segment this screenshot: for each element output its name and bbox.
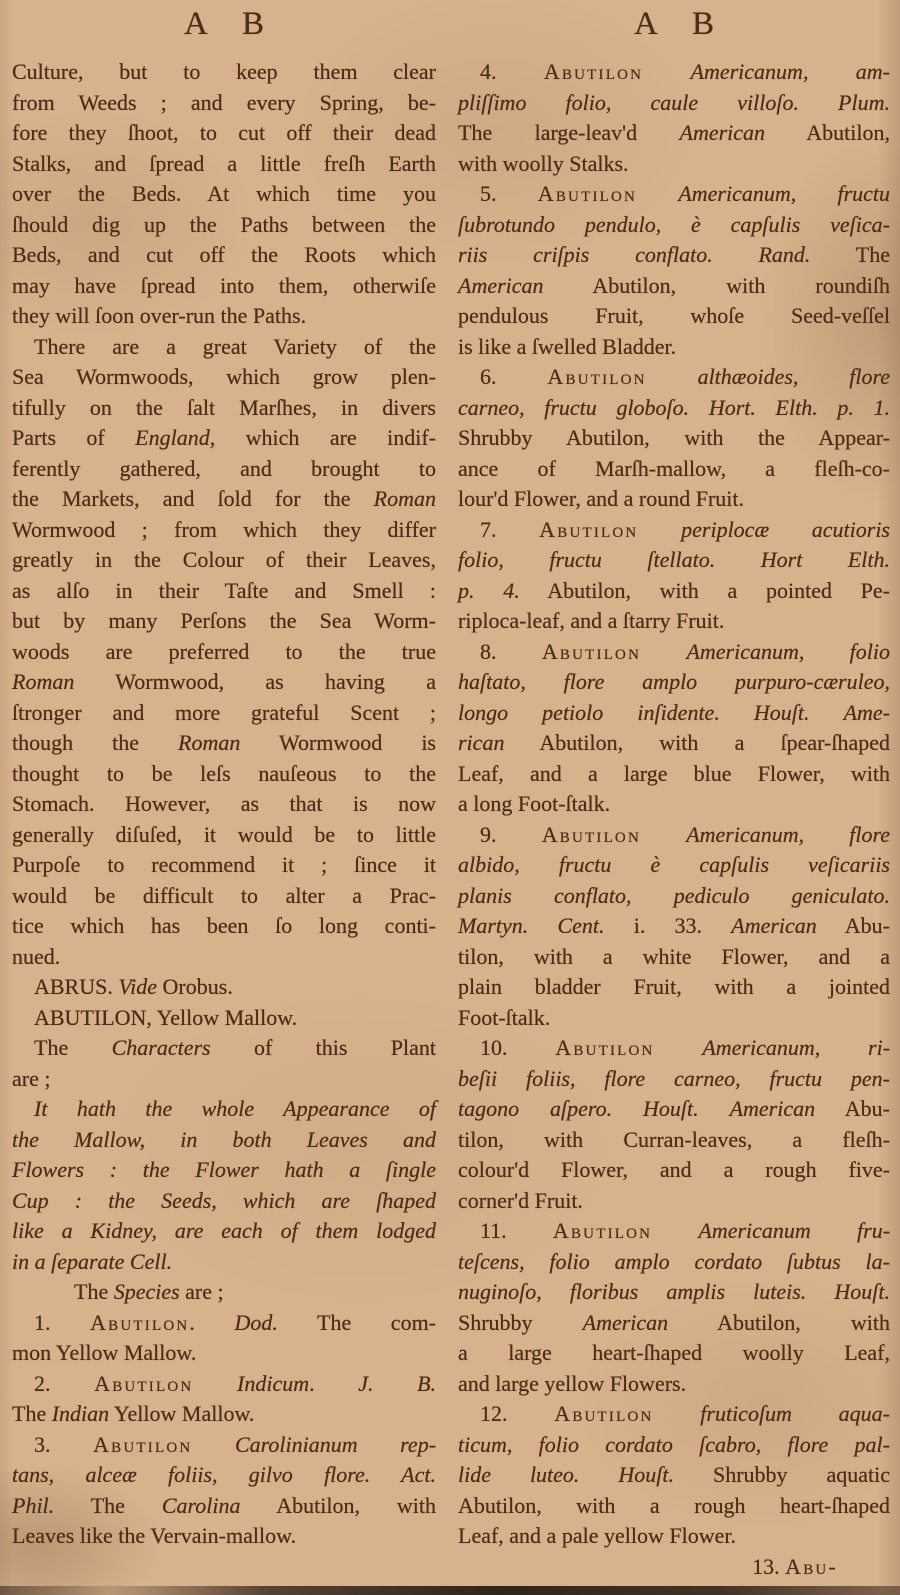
roman-text: , which are indif- bbox=[209, 425, 436, 450]
text-line bbox=[458, 1460, 890, 1491]
roman-text bbox=[643, 59, 690, 84]
italic-text: Roman bbox=[373, 486, 436, 511]
small-caps-text: Abutilon bbox=[541, 821, 641, 847]
scan-edge-shadow bbox=[0, 1586, 900, 1595]
text-line bbox=[12, 1186, 436, 1217]
text-line bbox=[458, 454, 890, 485]
roman-text: 1. bbox=[34, 1309, 91, 1335]
text-line bbox=[458, 1552, 890, 1583]
italic-text: pliſſimo folio, caule villoſo. Plum. bbox=[458, 89, 890, 115]
text-line bbox=[12, 1308, 436, 1339]
roman-text: Abu- bbox=[815, 1096, 890, 1121]
small-caps-text: Abutilon bbox=[541, 638, 642, 664]
text-line bbox=[458, 789, 890, 820]
roman-text: riploca-leaf, and a ſtarry Fruit. bbox=[458, 608, 725, 633]
roman-text: Abu- bbox=[816, 913, 890, 938]
text-line bbox=[458, 1125, 890, 1156]
italic-text: Americanum fru- bbox=[698, 1218, 891, 1243]
roman-text: may have ſpread into them, otherwiſe bbox=[12, 272, 436, 298]
roman-text: a long Foot-ſtalk. bbox=[458, 791, 611, 816]
roman-text: are ; bbox=[179, 1279, 224, 1304]
text-line bbox=[458, 1186, 890, 1217]
text-line bbox=[12, 1369, 436, 1400]
roman-text: nued. bbox=[12, 943, 61, 969]
text-line bbox=[12, 362, 436, 393]
text-line bbox=[458, 545, 890, 576]
italic-text: ticum, folio cordato ſcabro, flore pal- bbox=[458, 1431, 890, 1457]
text-line bbox=[12, 1491, 436, 1522]
italic-text: American bbox=[679, 120, 766, 145]
italic-text: Dod. bbox=[234, 1309, 278, 1335]
roman-text bbox=[638, 517, 681, 542]
italic-text: Roman bbox=[178, 730, 241, 755]
italic-text: nuginoſo, floribus amplis luteis. Houſt. bbox=[458, 1279, 890, 1304]
text-line bbox=[12, 1430, 436, 1461]
italic-text: Indian bbox=[51, 1401, 110, 1426]
italic-text: American bbox=[731, 913, 817, 938]
text-line bbox=[12, 332, 436, 363]
roman-text bbox=[641, 822, 686, 847]
roman-text: Culture, but to keep them clear bbox=[12, 59, 436, 84]
italic-text: periplocæ acutioris bbox=[681, 516, 890, 542]
roman-text: though the bbox=[12, 730, 179, 755]
text-line bbox=[458, 179, 890, 210]
roman-text: and large yellow Flowers. bbox=[458, 1370, 687, 1396]
text-line bbox=[12, 515, 436, 546]
italic-text: teſcens, folio amplo cordato ſubtus la- bbox=[458, 1248, 890, 1274]
text-line bbox=[458, 698, 890, 729]
roman-text: . bbox=[309, 1370, 359, 1396]
roman-text: Abutilon, with bbox=[240, 1492, 437, 1518]
italic-text: albido, fructu è capſulis veſicariis bbox=[458, 852, 890, 877]
small-caps-text: Abutilon bbox=[90, 1309, 190, 1335]
text-line bbox=[458, 1430, 890, 1461]
roman-text: tilon, with a white Flower, and a bbox=[458, 943, 890, 969]
text-line bbox=[12, 1155, 436, 1186]
roman-text: with woolly Stalks. bbox=[458, 150, 629, 176]
left-column bbox=[12, 57, 436, 1552]
roman-text: Stalks, and ſpread a little freſh Earth bbox=[12, 150, 436, 176]
italic-text: Cup : the Seeds, which are ſhaped bbox=[12, 1187, 436, 1213]
small-caps-text: Abutilon bbox=[539, 516, 639, 542]
text-line bbox=[12, 545, 436, 576]
text-line bbox=[458, 1064, 890, 1095]
italic-text: American bbox=[729, 1096, 816, 1121]
roman-text: Abutilon, bbox=[765, 120, 890, 145]
italic-text: Roman bbox=[12, 669, 75, 694]
roman-text: from Weeds ; and every Spring, be- bbox=[12, 89, 436, 115]
text-line bbox=[12, 942, 436, 973]
italic-text: like a Kidney, are each of them lodged bbox=[12, 1218, 436, 1243]
italic-text: carneo, fructu globoſo. Hort. Elth. p. 1. bbox=[458, 394, 890, 420]
roman-text: Wormwood, as having a bbox=[74, 669, 436, 694]
roman-text: plain bladder Fruit, with a jointed bbox=[458, 974, 890, 999]
text-line bbox=[12, 576, 436, 607]
roman-text: pendulous Fruit, whoſe Seed-veſſel bbox=[458, 303, 890, 328]
italic-text: haſtato, flore amplo purpuro-cæruleo, bbox=[458, 669, 890, 694]
italic-text: American bbox=[582, 1309, 669, 1335]
roman-text: is like a ſwelled Bladder. bbox=[458, 333, 677, 359]
text-line bbox=[12, 759, 436, 790]
small-caps-text: Abutilon bbox=[537, 181, 638, 206]
roman-text: Abutilon, with roundiſh bbox=[543, 272, 890, 298]
roman-text: The bbox=[74, 1279, 114, 1304]
small-caps-text: Abutilon bbox=[547, 364, 647, 389]
roman-text bbox=[641, 639, 686, 664]
text-line bbox=[12, 179, 436, 210]
italic-text: Species bbox=[113, 1279, 180, 1304]
roman-text: Wormwood is bbox=[240, 730, 436, 755]
running-head-right: A B bbox=[634, 6, 728, 42]
text-line bbox=[458, 1003, 890, 1034]
text-line bbox=[12, 1277, 436, 1308]
roman-text: The bbox=[12, 1401, 52, 1426]
small-caps-text: Abutilon bbox=[552, 1218, 653, 1243]
italic-text: England bbox=[135, 425, 210, 450]
italic-text: in a ſeparate Cell. bbox=[12, 1248, 173, 1274]
text-line bbox=[458, 1399, 890, 1430]
italic-text: althæoides, flore bbox=[697, 364, 891, 389]
text-line bbox=[458, 1033, 890, 1064]
text-line bbox=[458, 1369, 890, 1400]
roman-text: Foot-ſtalk. bbox=[458, 1004, 551, 1030]
roman-text bbox=[652, 1218, 698, 1243]
roman-text: 9. bbox=[480, 821, 542, 847]
roman-text: ferently gathered, and brought to bbox=[12, 455, 436, 481]
italic-text: fruticoſum aqua- bbox=[700, 1401, 890, 1426]
roman-text: mon Yellow Mallow. bbox=[12, 1340, 197, 1365]
italic-text: Indicum bbox=[237, 1370, 310, 1396]
italic-text: rican bbox=[458, 730, 505, 755]
text-line bbox=[458, 515, 890, 546]
text-line bbox=[12, 667, 436, 698]
roman-text: Shrubby bbox=[458, 1309, 583, 1335]
text-line bbox=[458, 759, 890, 790]
roman-text: 4. bbox=[480, 59, 544, 84]
italic-text: Carolinianum rep- bbox=[234, 1431, 437, 1457]
roman-text: Wormwood ; from which they differ bbox=[12, 516, 436, 542]
text-line bbox=[458, 393, 890, 424]
text-line bbox=[12, 728, 436, 759]
roman-text: thought to be leſs nauſeous to the bbox=[12, 760, 436, 786]
text-line bbox=[12, 850, 436, 881]
text-line bbox=[12, 88, 436, 119]
text-line bbox=[12, 423, 436, 454]
roman-text: 13. bbox=[752, 1553, 786, 1579]
text-line bbox=[458, 881, 890, 912]
roman-text: The bbox=[34, 1035, 112, 1060]
roman-text: ance of Marſh-mallow, a fleſh-co- bbox=[458, 455, 890, 481]
text-line bbox=[458, 1216, 890, 1247]
text-line bbox=[12, 1033, 436, 1064]
roman-text: greatly in the Colour of their Leaves, bbox=[12, 547, 436, 572]
roman-text: ſhould dig up the Paths between the bbox=[12, 211, 436, 237]
text-line bbox=[12, 1094, 436, 1125]
roman-text: Leaf, and a large blue Flower, with bbox=[458, 760, 890, 786]
roman-text bbox=[647, 364, 698, 389]
text-line bbox=[12, 1247, 436, 1278]
text-line bbox=[12, 240, 436, 271]
italic-text: Americanum, folio bbox=[686, 638, 890, 664]
roman-text bbox=[654, 1401, 701, 1426]
roman-text: Yellow Mallow. bbox=[109, 1401, 255, 1426]
text-line bbox=[458, 332, 890, 363]
roman-text: 6. bbox=[480, 364, 548, 389]
small-caps-text: Abutilon bbox=[93, 1431, 193, 1457]
roman-text: 2. bbox=[34, 1370, 95, 1396]
roman-text: of this Plant bbox=[210, 1035, 437, 1060]
text-line bbox=[12, 210, 436, 241]
text-line bbox=[12, 57, 436, 88]
text-line bbox=[12, 637, 436, 668]
roman-text: generally diſuſed, it would be to little bbox=[12, 821, 436, 847]
roman-text bbox=[637, 181, 678, 206]
text-line bbox=[458, 637, 890, 668]
italic-text: Flowers : the Flower hath a ſingle bbox=[12, 1157, 436, 1182]
text-line bbox=[458, 942, 890, 973]
roman-text bbox=[192, 1432, 235, 1457]
small-caps-text: Abutilon bbox=[94, 1370, 194, 1396]
italic-text: Characters bbox=[111, 1035, 211, 1060]
roman-text: woods are preferred to the true bbox=[12, 638, 436, 664]
roman-text: Sea Wormwoods, which grow plen- bbox=[12, 364, 436, 389]
roman-text: as alſo in their Taſte and Smell : bbox=[12, 577, 436, 603]
italic-text: Martyn. Cent. bbox=[458, 913, 605, 938]
roman-text: . bbox=[189, 1309, 235, 1335]
text-line bbox=[458, 972, 890, 1003]
roman-text: the Markets, and ſold for the bbox=[12, 486, 374, 511]
italic-text: tagono aſpero. Houſt. bbox=[458, 1096, 699, 1121]
italic-text: Phil. bbox=[12, 1492, 55, 1518]
text-line bbox=[12, 1521, 436, 1552]
text-line bbox=[458, 728, 890, 759]
roman-text: 10. bbox=[480, 1035, 556, 1060]
small-caps-text: Abu- bbox=[785, 1553, 838, 1579]
roman-text: tice which has been ſo long conti- bbox=[12, 913, 436, 938]
text-line bbox=[458, 57, 890, 88]
roman-text: Parts of bbox=[12, 425, 136, 450]
roman-text: Shrubby Abutilon, with the Appear- bbox=[458, 425, 890, 450]
text-line bbox=[458, 423, 890, 454]
roman-text: Stomach. However, as that is now bbox=[12, 791, 436, 816]
text-line bbox=[12, 606, 436, 637]
roman-text: corner'd Fruit. bbox=[458, 1187, 583, 1213]
roman-text: over the Beds. At which time you bbox=[12, 181, 436, 206]
roman-text: Purpoſe to recommend it ; ſince it bbox=[12, 852, 436, 877]
roman-text: The large-leav'd bbox=[458, 120, 680, 145]
text-line bbox=[458, 271, 890, 302]
text-line bbox=[458, 1247, 890, 1278]
text-line bbox=[458, 362, 890, 393]
text-line bbox=[12, 1399, 436, 1430]
roman-text bbox=[193, 1371, 237, 1396]
roman-text: ABRUS. bbox=[34, 974, 119, 999]
roman-text: ſtronger and more grateful Scent ; bbox=[12, 699, 436, 725]
roman-text: colour'd Flower, and a rough five- bbox=[458, 1157, 890, 1182]
roman-text: Leaves like the Vervain-mallow. bbox=[12, 1523, 297, 1548]
text-line bbox=[12, 118, 436, 149]
roman-text: are ; bbox=[12, 1065, 51, 1091]
text-line bbox=[12, 1460, 436, 1491]
italic-text: ſubrotundo pendulo, è capſulis veſica- bbox=[458, 211, 890, 237]
text-line bbox=[458, 606, 890, 637]
text-line bbox=[458, 820, 890, 851]
italic-text: American bbox=[458, 272, 544, 298]
text-line bbox=[458, 301, 890, 332]
roman-text: a large heart-ſhaped woolly Leaf, bbox=[458, 1340, 890, 1365]
italic-text: Americanum, ri- bbox=[702, 1035, 891, 1060]
text-line bbox=[12, 484, 436, 515]
italic-text: the Mallow, in both Leaves and bbox=[12, 1126, 436, 1152]
text-line bbox=[458, 240, 890, 271]
text-line bbox=[12, 1338, 436, 1369]
roman-text: Abutilon, with a rough heart-ſhaped bbox=[458, 1492, 890, 1518]
text-line bbox=[458, 88, 890, 119]
roman-text: 7. bbox=[480, 516, 540, 542]
italic-text: Americanum, fructu bbox=[678, 181, 891, 206]
text-line bbox=[458, 911, 890, 942]
roman-text: Orobus. bbox=[157, 974, 233, 999]
roman-text: 8. bbox=[480, 638, 542, 664]
text-line bbox=[458, 576, 890, 607]
roman-text bbox=[699, 1096, 730, 1121]
roman-text: tifully on the ſalt Marſhes, in divers bbox=[12, 394, 436, 420]
text-line bbox=[458, 1277, 890, 1308]
italic-text: Americanum, flore bbox=[686, 821, 891, 847]
text-line bbox=[458, 210, 890, 241]
roman-text bbox=[655, 1035, 703, 1060]
text-line bbox=[12, 1125, 436, 1156]
italic-text: J. B. bbox=[358, 1370, 437, 1396]
text-line bbox=[12, 1064, 436, 1095]
roman-text: ABUTILON, Yellow Mallow. bbox=[34, 1004, 298, 1030]
roman-text: Abutilon, with a ſpear-ſhaped bbox=[504, 730, 890, 755]
italic-text: riis criſpis conflato. Rand. bbox=[458, 242, 811, 267]
roman-text: 11. bbox=[480, 1218, 553, 1243]
text-line bbox=[12, 972, 436, 1003]
text-line bbox=[12, 301, 436, 332]
text-line bbox=[12, 881, 436, 912]
text-line bbox=[12, 789, 436, 820]
text-line bbox=[458, 118, 890, 149]
roman-text bbox=[810, 700, 844, 725]
italic-text: p. 4. bbox=[458, 577, 520, 603]
text-line bbox=[12, 1003, 436, 1034]
roman-text: The bbox=[54, 1492, 162, 1518]
roman-text: lour'd Flower, and a round Fruit. bbox=[458, 486, 744, 511]
italic-text: lide luteo. Houſt. bbox=[458, 1462, 674, 1487]
text-line bbox=[12, 820, 436, 851]
roman-text: 5. bbox=[480, 181, 538, 206]
roman-text: There are a great Variety of the bbox=[34, 333, 436, 359]
text-line bbox=[458, 1155, 890, 1186]
roman-text: Shrubby aquatic bbox=[674, 1462, 890, 1487]
italic-text: planis conflato, pediculo geniculato. bbox=[458, 882, 890, 908]
text-line bbox=[12, 911, 436, 942]
roman-text: fore they ſhoot, to cut off their dead bbox=[12, 120, 436, 145]
text-line bbox=[458, 850, 890, 881]
italic-text: Ame- bbox=[843, 699, 891, 725]
italic-text: beſii foliis, flore carneo, fructu pen- bbox=[458, 1065, 890, 1091]
text-line bbox=[458, 667, 890, 698]
roman-text: but by many Perſons the Sea Worm- bbox=[12, 608, 436, 633]
text-line bbox=[458, 149, 890, 180]
roman-text: tilon, with Curran-leaves, a fleſh- bbox=[458, 1126, 890, 1152]
text-line bbox=[12, 393, 436, 424]
text-line bbox=[458, 1308, 890, 1339]
text-line bbox=[458, 1491, 890, 1522]
roman-text: they will ſoon over-run the Paths. bbox=[12, 303, 307, 328]
text-line bbox=[12, 149, 436, 180]
italic-text: longo petiolo inſidente. Houſt. bbox=[458, 699, 810, 725]
text-line bbox=[458, 484, 890, 515]
text-line bbox=[12, 698, 436, 729]
italic-text: Carolina bbox=[161, 1492, 241, 1518]
italic-text: Americanum, am- bbox=[690, 59, 891, 84]
text-line bbox=[458, 1094, 890, 1125]
text-line bbox=[12, 1216, 436, 1247]
italic-text: tans, alceæ foliis, gilvo flore. Act. bbox=[12, 1462, 436, 1487]
small-caps-text: Abutilon bbox=[543, 59, 644, 84]
running-head-left: A B bbox=[184, 6, 278, 42]
roman-text: The bbox=[810, 242, 890, 267]
roman-text: i. 33. bbox=[604, 913, 732, 938]
text-line bbox=[12, 454, 436, 485]
italic-text: folio, fructu ſtellato. Hort Elth. bbox=[458, 547, 890, 572]
roman-text: would be difficult to alter a Prac- bbox=[12, 882, 436, 908]
italic-text: It hath the whole Appearance of bbox=[34, 1096, 436, 1121]
text-line bbox=[12, 271, 436, 302]
small-caps-text: Abutilon bbox=[554, 1401, 654, 1426]
roman-text: Leaf, and a pale yellow Flower. bbox=[458, 1523, 736, 1548]
roman-text: 3. bbox=[34, 1431, 94, 1457]
italic-text: Vide bbox=[118, 974, 158, 999]
roman-text: The com- bbox=[277, 1309, 437, 1335]
text-line bbox=[458, 1338, 890, 1369]
small-caps-text: Abutilon bbox=[555, 1035, 655, 1060]
roman-text: Beds, and cut off the Roots which bbox=[12, 242, 436, 267]
roman-text: Abutilon, with bbox=[668, 1309, 890, 1335]
right-column bbox=[458, 57, 890, 1582]
text-line bbox=[458, 1521, 890, 1552]
roman-text: Abutilon, with a pointed Pe- bbox=[519, 577, 891, 603]
roman-text: 12. bbox=[480, 1401, 555, 1426]
